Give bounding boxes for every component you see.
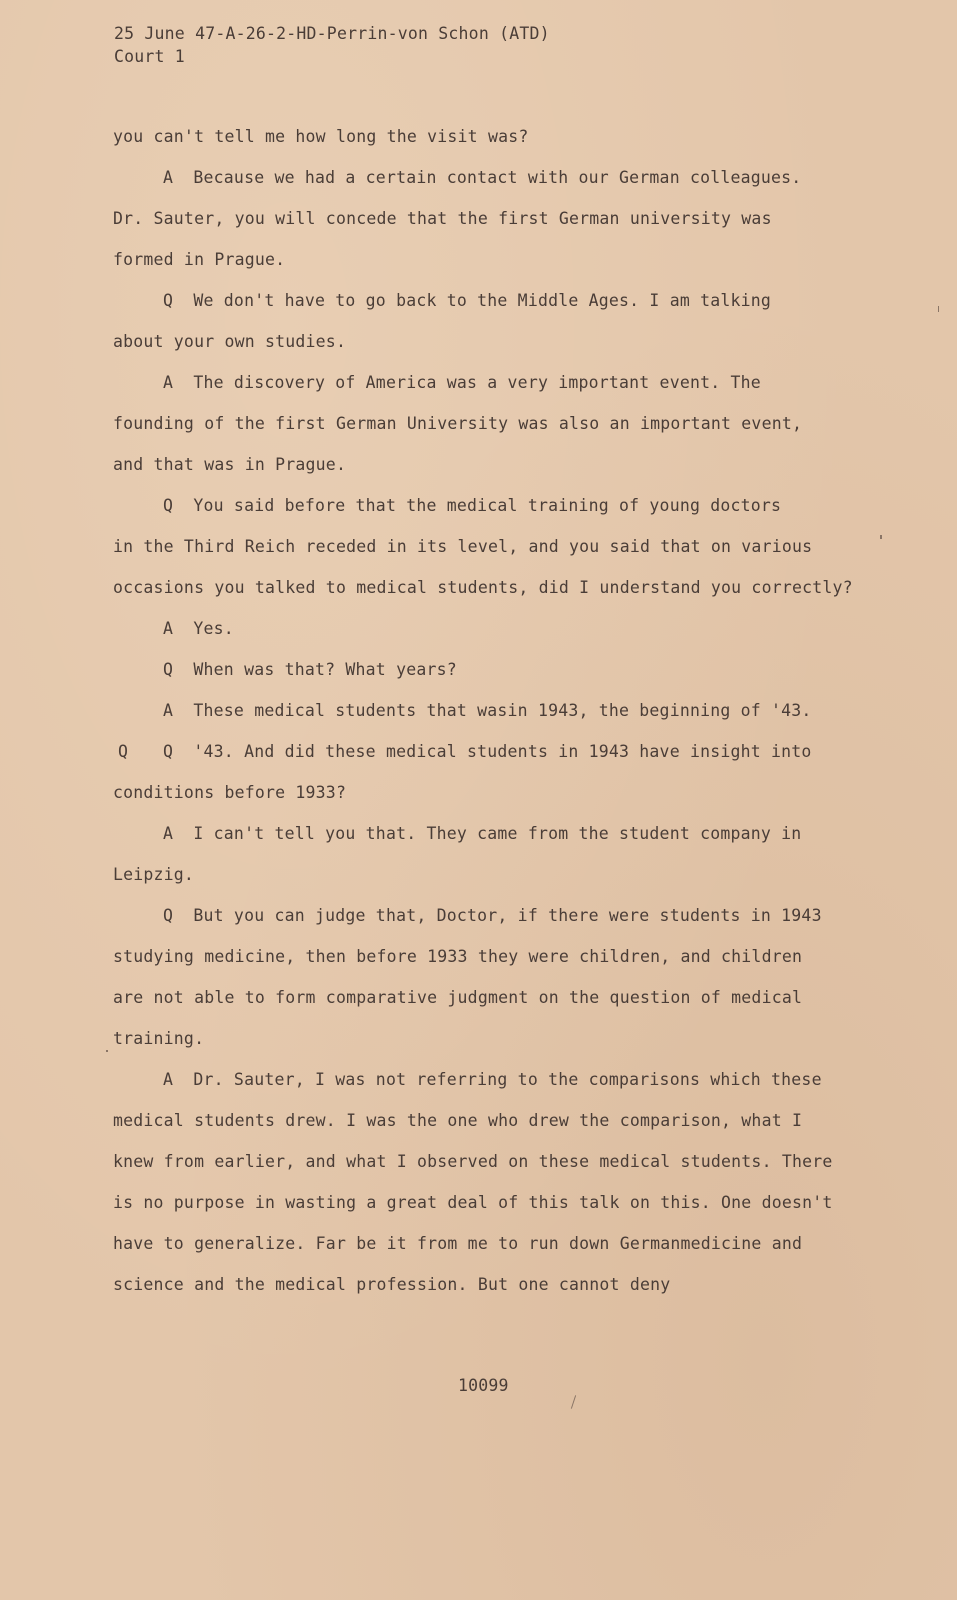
text-line: occasions you talked to medical students, did I understand you correctly?	[113, 578, 853, 597]
page-number: 10099	[458, 1376, 509, 1395]
margin-mark: Q	[118, 742, 129, 761]
text-line: Q '43. And did these medical students in 1943 have insight into	[163, 742, 812, 761]
paper-speck	[571, 1395, 576, 1409]
text-line: A I can't tell you that. They came from the student company in	[163, 824, 802, 843]
text-line: A Because we had a certain contact with our German colleagues.	[163, 168, 802, 187]
text-line: knew from earlier, and what I observed on these medical students. There	[113, 1152, 833, 1171]
text-line: A These medical students that wasin 1943, the beginning of '43.	[163, 701, 812, 720]
text-line: A Yes.	[163, 619, 234, 638]
text-line: are not able to form comparative judgment on the question of medical	[113, 988, 803, 1007]
text-line: about your own studies.	[113, 332, 347, 351]
text-line: formed in Prague.	[113, 250, 286, 269]
text-line: Dr. Sauter, you will concede that the first German university was	[113, 209, 772, 228]
text-line: Q When was that? What years?	[163, 660, 457, 679]
text-line: Leipzig.	[113, 865, 195, 884]
text-line: is no purpose in wasting a great deal of this talk on this. One doesn't	[113, 1193, 833, 1212]
text-line: A Dr. Sauter, I was not referring to the comparisons which these	[163, 1070, 822, 1089]
text-line: in the Third Reich receded in its level, and you said that on various	[113, 537, 813, 556]
text-line: you can't tell me how long the visit was?	[113, 127, 529, 146]
text-line: Q You said before that the medical training of young doctors	[163, 496, 782, 515]
text-line: and that was in Prague.	[113, 455, 347, 474]
paper-speck	[880, 535, 882, 539]
header-line-court: Court 1	[114, 47, 185, 66]
text-line: studying medicine, then before 1933 they were children, and children	[113, 947, 803, 966]
text-line: training.	[113, 1029, 205, 1048]
text-line: A The discovery of America was a very important event. The	[163, 373, 761, 392]
text-line: conditions before 1933?	[113, 783, 347, 802]
page-header	[114, 22, 550, 68]
text-line: Q We don't have to go back to the Middle Ages. I am talking	[163, 291, 772, 310]
text-line: founding of the first German University was also an important event,	[113, 414, 803, 433]
text-line: Q But you can judge that, Doctor, if there were students in 1943	[163, 906, 822, 925]
text-line: medical students drew. I was the one who drew the comparison, what I	[113, 1111, 803, 1130]
text-line: science and the medical profession. But one cannot deny	[113, 1275, 671, 1294]
paper-speck	[106, 1050, 108, 1052]
text-line: have to generalize. Far be it from me to run down Germanmedicine and	[113, 1234, 803, 1253]
header-line-date-case: 25 June 47-A-26-2-HD-Perrin-von Schon (ATD)	[114, 24, 550, 43]
paper-speck	[938, 306, 939, 312]
